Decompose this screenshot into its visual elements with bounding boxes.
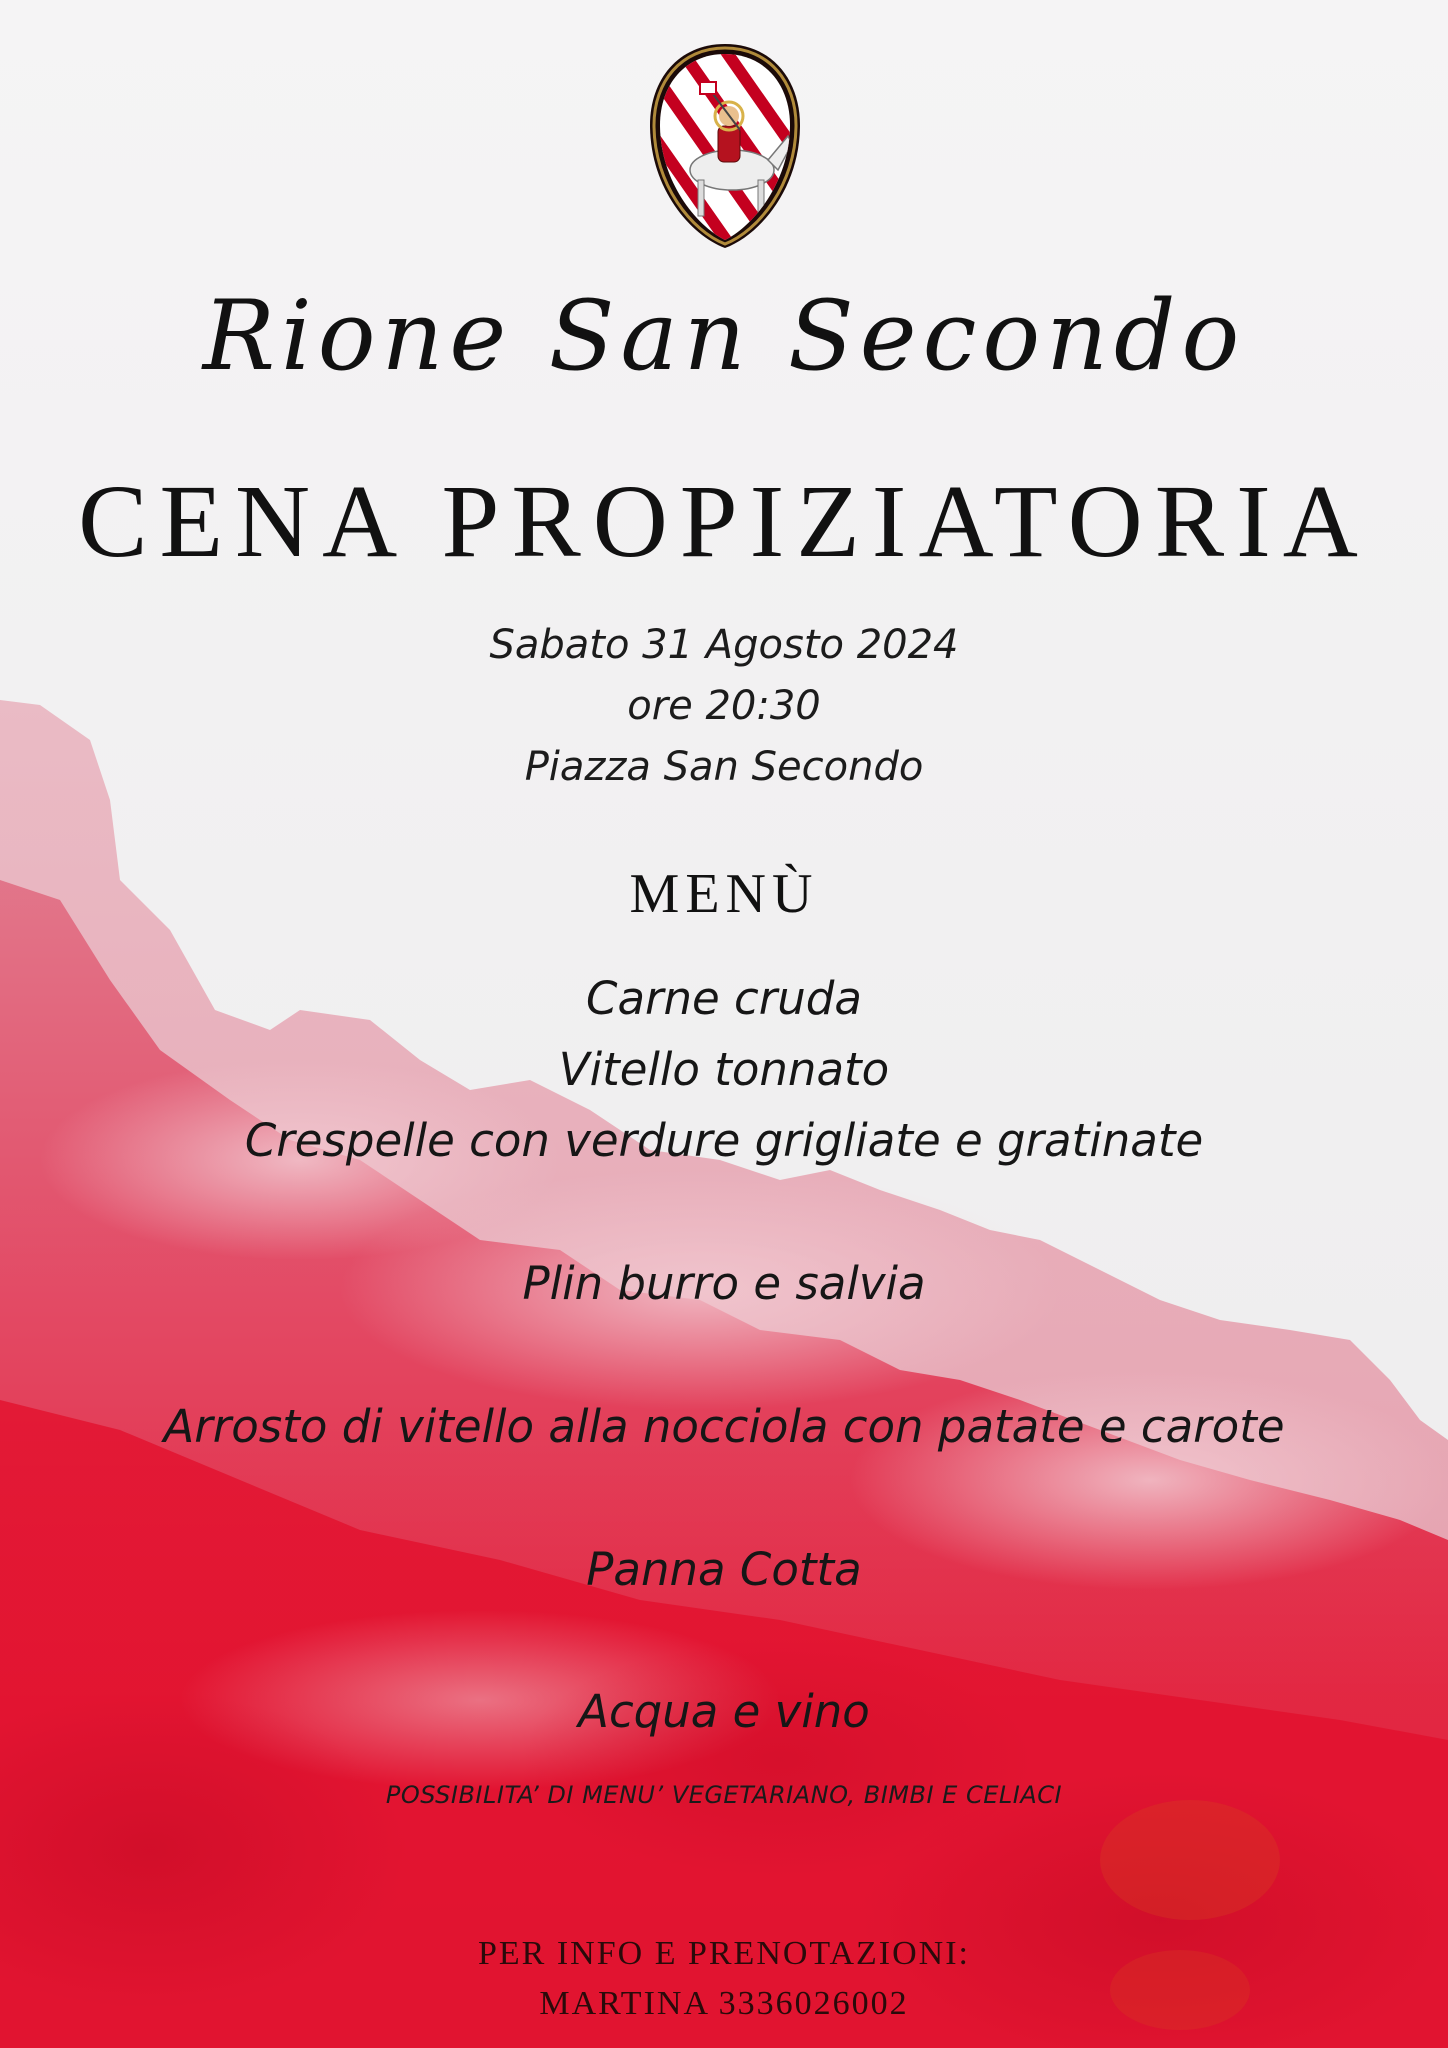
contact-phone: MARTINA 3336026002 [539, 1985, 909, 2022]
menu-note: POSSIBILITA’ DI MENU’ VEGETARIANO, BIMBI E CELIACI [385, 1781, 1063, 1809]
menu-item: Panna Cotta [586, 1543, 862, 1596]
menu-item: Crespelle con verdure grigliate e gratinate [244, 1114, 1204, 1167]
contact-title: PER INFO E PRENOTAZIONI: [478, 1935, 970, 1972]
menu-item: Plin burro e salvia [522, 1257, 926, 1310]
event-title: CENA PROPIZIATORIA [78, 464, 1370, 579]
rione-title: Rione San Secondo [202, 280, 1246, 392]
event-time: ore 20:30 [627, 683, 821, 729]
menu-item: Carne cruda [586, 972, 862, 1025]
event-date: Sabato 31 Agosto 2024 [489, 622, 959, 668]
menu-heading: MENÙ [629, 863, 819, 925]
san-secondo-shield-icon [640, 40, 810, 250]
menu-item: Arrosto di vitello alla nocciola con patate e carote [163, 1400, 1285, 1453]
menu-item: Vitello tonnato [558, 1043, 890, 1096]
menu-item: Acqua e vino [578, 1685, 870, 1738]
event-place: Piazza San Secondo [524, 744, 924, 790]
